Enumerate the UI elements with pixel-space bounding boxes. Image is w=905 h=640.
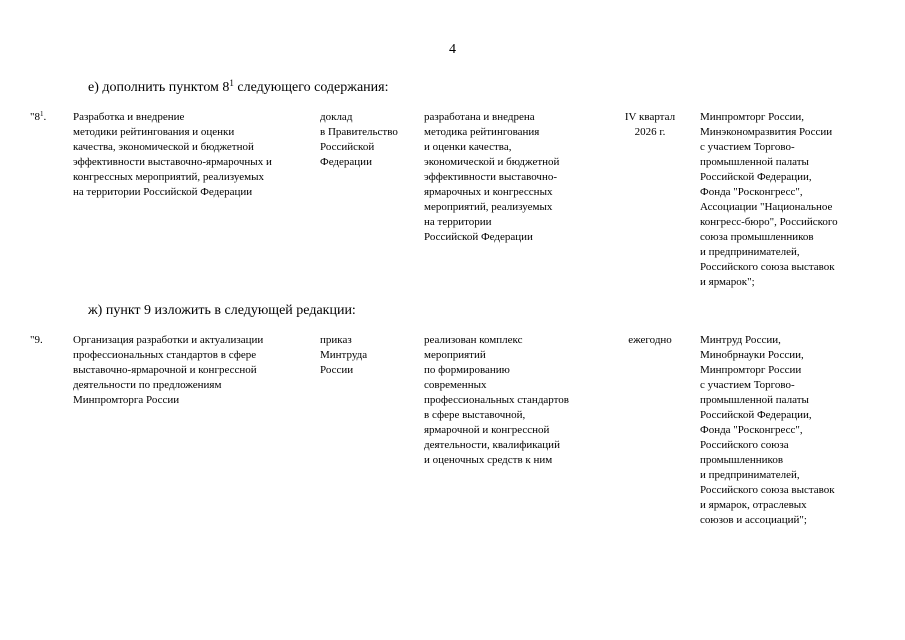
row-9-name: Организация разработки и актуализации профессиональных стандартов в сфере выставочно-ярмарочной и конгрессной деятельности по предложениям Минпромторга России: [73, 334, 264, 406]
page-number: 4: [449, 42, 456, 57]
section-zh-intro: ж) пункт 9 изложить в следующей редакции:: [88, 303, 356, 318]
row-8-1-document: доклад в Правительство Российской Федерации: [320, 111, 398, 168]
row-number-text: "8: [30, 111, 40, 123]
row-9-result: реализован комплекс мероприятий по формированию современных профессиональных стандартов в сфере выставочной, ярмарочной и конгрессной деятельности, квалификаций и оценочных средств к ним: [424, 334, 570, 466]
row-8-1-number: [30, 110, 70, 125]
row-9-number: "9.: [30, 334, 43, 346]
section-e-intro: [88, 80, 388, 96]
row-8-1-name: Разработка и внедрение методики рейтингования и оценки качества, экономической и бюджетной эффективности выставочно-ярмарочных и конгрессных мероприятий, реализуемых на территории Российской Федерации: [73, 111, 272, 198]
row-9-document: приказ Минтруда России: [320, 334, 368, 376]
row-8-1-term: IV квартал 2026 г.: [624, 111, 676, 138]
row-8-1-executors: Минпромторг России, Минэкономразвития России с участием Торгово- промышленной палаты Российской Федерации, Фонда "Росконгресс", Ассоциации "Национальное конгресс-бюро", Российского союза промышленников и предпринимателей, Российского союза выставок и ярмарок";: [700, 111, 838, 288]
row-8-1-result: разработана и внедрена методика рейтингования и оценки качества, экономической и бюджетной эффективности выставочно- ярмарочных и конгрессных мероприятий, реализуемых на территории Российской Федерации: [424, 111, 560, 243]
row-9-term: ежегодно: [628, 334, 672, 346]
section-e-intro-text-end: следующего содержания:: [233, 80, 389, 95]
row-9-executors: Минтруд России, Минобрнауки России, Минпромторг России с участием Торгово- промышленной палаты Российской Федерации, Фонда "Росконгресс", Российского союза промышленников и предпринимателей, Российского союза выставок и ярмарок, отраслевых союзов и ассоциаций";: [700, 334, 835, 526]
section-e-intro-superscript: 1: [229, 78, 234, 88]
row-number-superscript: 1: [40, 110, 44, 118]
row-number-dot: .: [43, 111, 47, 123]
section-e-intro-text: е) дополнить пунктом 8: [88, 80, 230, 95]
